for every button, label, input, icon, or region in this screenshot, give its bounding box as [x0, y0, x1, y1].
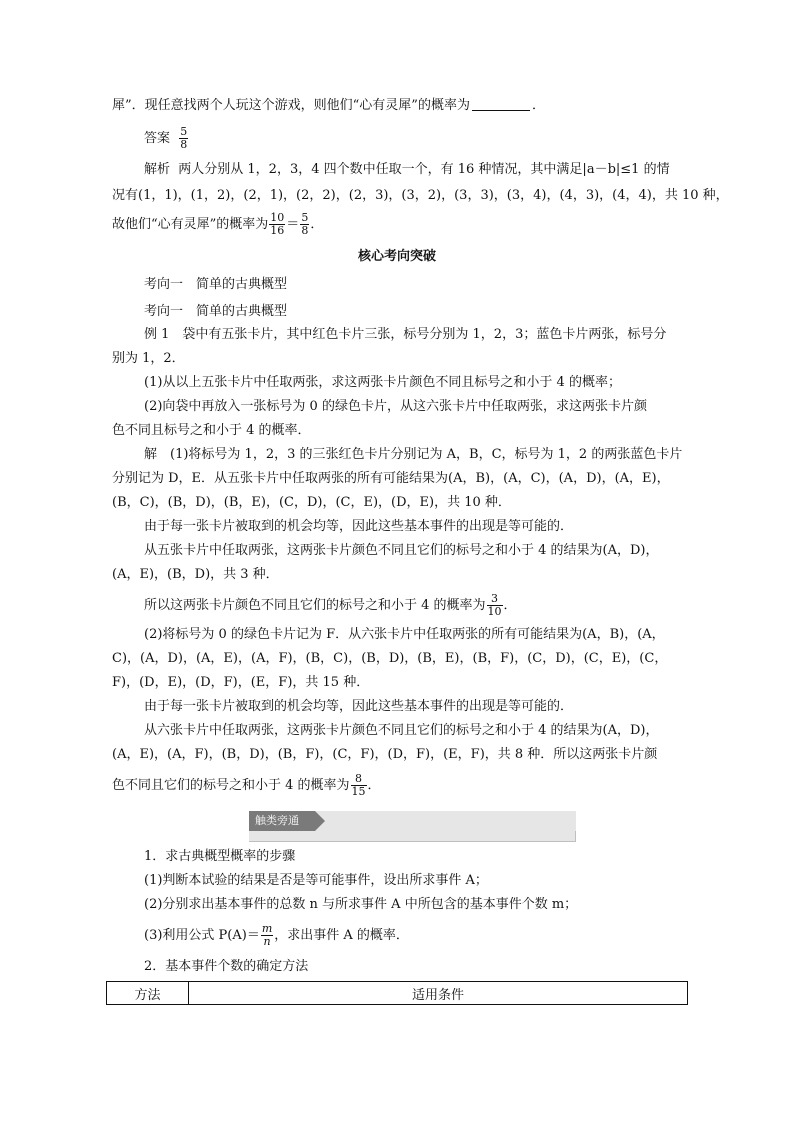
solution-line-5: 从五张卡片中任取两张，这两张卡片颜色不同且它们的标号之和小于 4 的结果为(A，D)， — [144, 543, 659, 558]
example-question-2b: 色不同且标号之和小于 4 的概率． — [112, 423, 311, 438]
solution-fraction-2 — [351, 773, 367, 798]
s7-numerator: 3 — [487, 593, 503, 606]
s14-numerator: 8 — [351, 773, 367, 786]
tip-line-4 — [144, 923, 688, 947]
frac2-numerator: 5 — [301, 211, 309, 224]
heading-1: 考向一 简单的古典概型 — [144, 277, 288, 292]
solution-line-12: 从六张卡片中任取两张，这两张卡片颜色不同且它们的标号之和小于 4 的结果为(A，D)， — [144, 723, 659, 738]
method-table — [106, 981, 688, 1005]
analysis-text-1: 两人分别从 1，2，3，4 四个数中任取一个，有 16 种情况，其中满足|a－b|≤1 的情 — [178, 162, 670, 177]
tip-line-1: 1．求古典概型概率的步骤 — [144, 849, 296, 864]
analysis-line-1 — [144, 158, 688, 182]
analysis-text-3: 故他们“心有灵犀”的概率为 — [112, 217, 269, 232]
solution-line-9: C)，(A，D)，(A，E)，(A，F)，(B，C)，(B，D)，(B，E)，(B，F)，(C，D)，(C，E)，(C， — [112, 651, 668, 666]
example-line-2: 别为 1，2． — [112, 351, 185, 366]
tip-text-4: (3)利用公式 P(A)＝ — [144, 928, 260, 943]
example-question-2a: (2)向袋中再放入一张标号为 0 的绿色卡片，从这六张卡片中任取两张，求这两张卡片颜 — [144, 399, 647, 414]
tip-denominator: n — [263, 935, 271, 948]
intro-line — [112, 94, 688, 118]
example-question-1: (1)从以上五张卡片中任取两张，求这两张卡片颜色不同且标号之和小于 4 的概率； — [144, 375, 621, 390]
tip-banner-edge — [575, 831, 576, 841]
s7-denominator: 10 — [487, 605, 502, 618]
analysis-line-2: 况有(1，1)，(1，2)，(2，1)，(2，2)，(2，3)，(3，2)，(3，3)，(3，4)，(4，3)，(4，4)，共 10 种， — [112, 188, 729, 203]
answer-denominator: 8 — [180, 138, 188, 151]
table-header-row — [107, 982, 688, 1005]
heading-2: 考向一 简单的古典概型 — [144, 304, 288, 319]
intro-end: ． — [531, 98, 545, 113]
analysis-label: 解析 — [144, 162, 171, 177]
answer-fraction — [179, 126, 188, 151]
table-header-condition: 适用条件 — [189, 982, 688, 1005]
answer-label: 答案 — [144, 131, 171, 146]
analysis-end: ． — [310, 217, 324, 232]
tip-line-3: (2)分别求出基本事件的总数 n 与所求事件 A 中所包含的基本事件个数 m； — [144, 897, 578, 912]
analysis-fraction-2 — [300, 212, 309, 237]
solution-line-10: F)，(D，E)，(D，F)，(E，F)，共 15 种． — [112, 675, 370, 690]
solution-line-4: 由于每一张卡片被取到的机会均等，因此这些基本事件的出现是等可能的． — [144, 519, 574, 534]
solution-line-6: (A，E)，(B，D)，共 3 种． — [112, 567, 279, 582]
frac2-denominator: 8 — [301, 224, 309, 237]
table-header-method: 方法 — [107, 982, 189, 1005]
solution-line-3: (B，C)，(B，D)，(B，E)，(C，D)，(C，E)，(D，E)，共 10 种． — [112, 495, 511, 510]
solution-line-14 — [112, 773, 688, 797]
solution-line-7 — [144, 593, 688, 617]
tip-numerator: m — [261, 922, 273, 935]
analysis-fraction-1 — [269, 212, 285, 237]
solution-line-8: (2)将标号为 0 的绿色卡片记为 F．从六张卡片中任取两张的所有可能结果为(A，B)，(A， — [144, 627, 665, 642]
solution-text-14: 色不同且它们的标号之和小于 4 的概率为 — [112, 778, 350, 793]
answer-numerator: 5 — [180, 125, 188, 138]
solution-line-11: 由于每一张卡片被取到的机会均等，因此这些基本事件的出现是等可能的． — [144, 699, 574, 714]
solution-line-1: 解 (1)将标号为 1，2，3 的三张红色卡片分别记为 A，B，C，标号为 1，2 的两张蓝色卡片 — [144, 447, 683, 462]
example-line-1: 例 1 袋中有五张卡片，其中红色卡片三张，标号分别为 1，2，3；蓝色卡片两张，标号分 — [144, 327, 667, 342]
tip-tag: 触类旁通 — [249, 811, 315, 831]
solution-fraction-1 — [487, 593, 503, 618]
solution-end-14: ． — [367, 778, 381, 793]
solution-line-13: (A，E)，(A，F)，(B，D)，(B，F)，(C，F)，(D，F)，(E，F)，共 8 种．所以这两张卡片颜 — [112, 747, 658, 762]
tip-line-2: (1)判断本试验的结果是否是等可能事件，设出所求事件 A； — [144, 873, 488, 888]
analysis-line-3: 故他们“心有灵犀”的概率为 $\frac{10}{16}$ ＝ $\frac{5}{8}$ ． — [112, 211, 324, 237]
frac1-numerator: 10 — [270, 211, 285, 224]
tip-line-5: 2．基本事件个数的确定方法 — [144, 959, 309, 974]
solution-line-2: 分别记为 D，E．从五张卡片中任取两张的所有可能结果为(A，B)，(A，C)，(A，D)，(A，E)， — [112, 471, 670, 486]
s14-denominator: 15 — [351, 785, 366, 798]
answer-line — [144, 126, 688, 150]
tip-formula-fraction — [261, 923, 273, 948]
tip-end-4: ，求出事件 A 的概率． — [274, 928, 409, 943]
solution-text-7: 所以这两张卡片颜色不同且它们的标号之和小于 4 的概率为 — [144, 598, 486, 613]
intro-text: 犀”．现任意找两个人玩这个游戏，则他们“心有灵犀”的概率为 — [112, 98, 470, 113]
section-title: 核心考向突破 — [357, 249, 436, 264]
solution-end-7: ． — [503, 598, 517, 613]
answer-blank — [472, 96, 530, 111]
tip-banner — [249, 811, 576, 842]
frac1-denominator: 16 — [270, 224, 285, 237]
